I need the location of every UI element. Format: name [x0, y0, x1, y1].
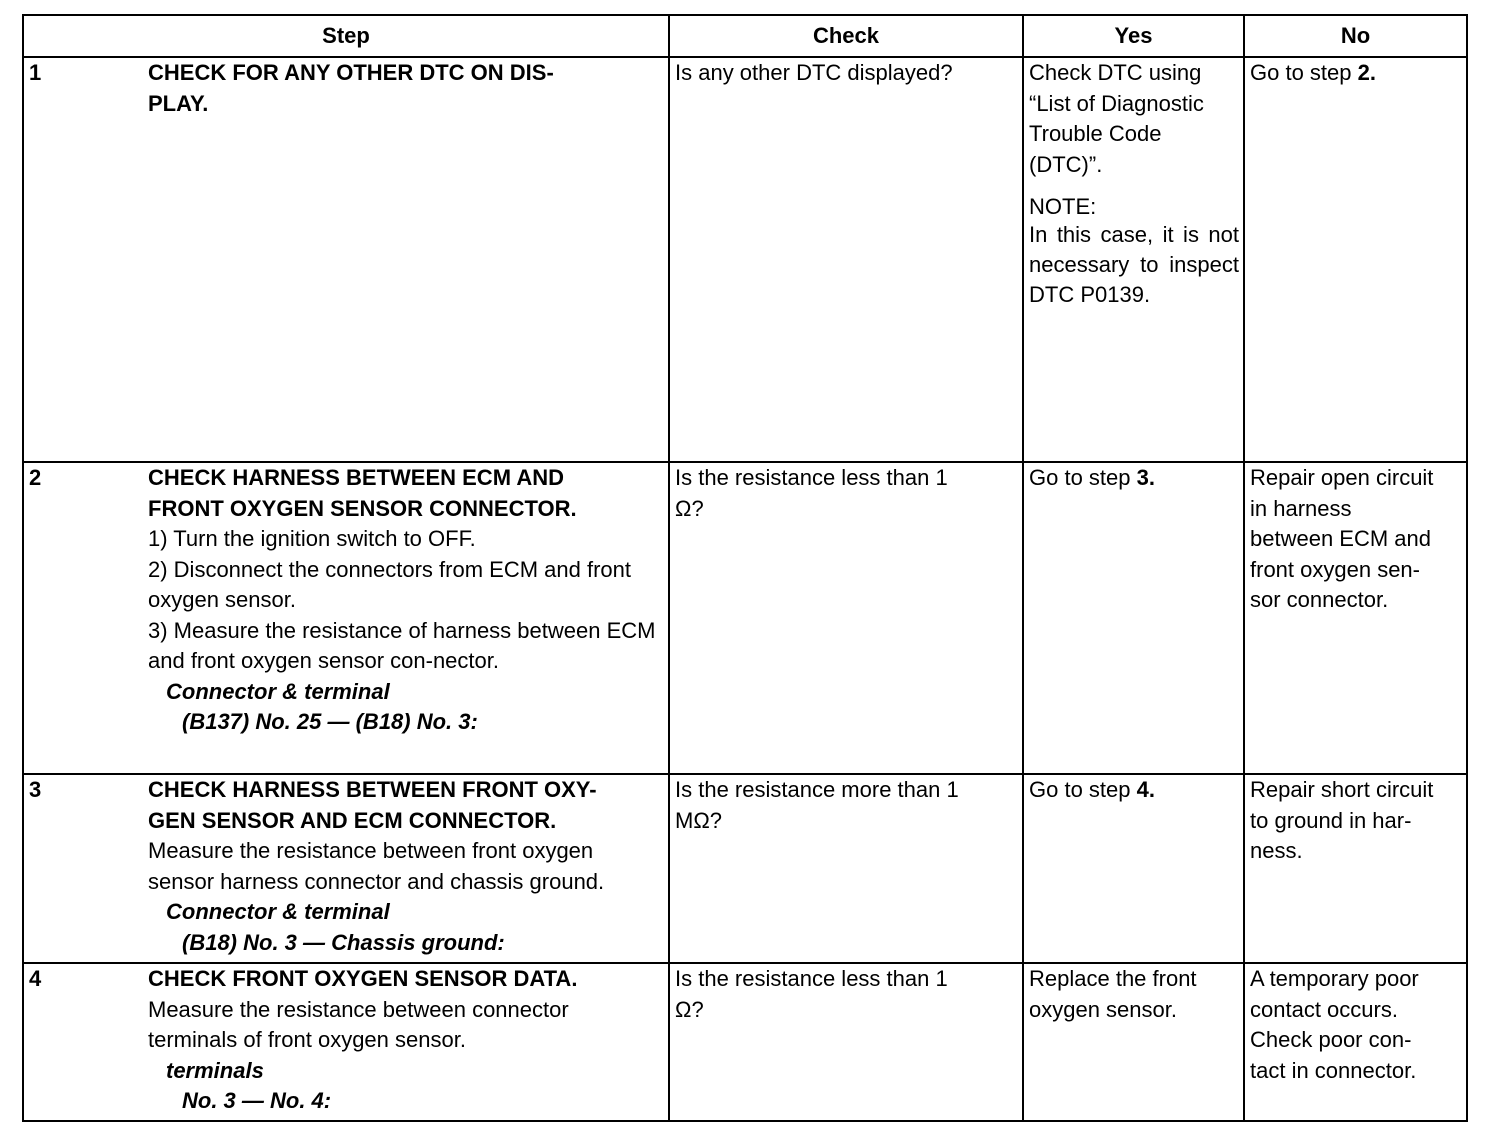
- step-title: GEN SENSOR AND ECM CONNECTOR.: [148, 807, 557, 833]
- note-text: In this case, it is not necessary to inspect DTC P0139.: [1029, 222, 1239, 307]
- step-cell: [23, 774, 669, 963]
- step-number: 1: [29, 60, 42, 85]
- connector-label: Connector & terminal: [166, 899, 390, 924]
- yes-cell: [1023, 462, 1244, 774]
- connector-label: Connector & terminal: [166, 678, 390, 704]
- step-number: 2: [29, 465, 42, 490]
- yes-text: Check DTC using: [1029, 60, 1202, 85]
- step-cell: [23, 57, 669, 462]
- connector-value: No. 3 — No. 4:: [182, 1088, 332, 1113]
- check-cell: [669, 462, 1023, 774]
- header-check: Check: [669, 15, 1023, 57]
- no-cell: [1244, 57, 1467, 462]
- header-step: Step: [23, 15, 669, 57]
- check-question: Is the resistance less than 1: [675, 966, 948, 991]
- no-text: A temporary poor: [1250, 966, 1419, 991]
- no-cell: [1244, 774, 1467, 963]
- step-title: FRONT OXYGEN SENSOR CONNECTOR.: [148, 495, 577, 521]
- header-no: No: [1244, 15, 1467, 57]
- check-question: Is the resistance less than 1: [675, 465, 948, 490]
- yes-cell: [1023, 963, 1244, 1121]
- no-step-ref: 2.: [1357, 60, 1376, 85]
- yes-cell: [1023, 57, 1244, 462]
- step-title: CHECK FOR ANY OTHER DTC ON DIS-: [148, 60, 554, 85]
- yes-text: “List of Diagnostic: [1029, 90, 1204, 116]
- no-text: Repair short circuit: [1250, 777, 1434, 802]
- note-label: NOTE:: [1029, 194, 1097, 219]
- no-text: sor connector.: [1250, 587, 1389, 612]
- yes-text: Replace the front: [1029, 966, 1197, 991]
- header-row: [23, 15, 1467, 57]
- connector-label: terminals: [166, 1057, 264, 1083]
- no-text: in harness: [1250, 495, 1352, 521]
- table-row: [23, 963, 1467, 1121]
- no-text: ness.: [1250, 838, 1303, 863]
- check-question: MΩ?: [675, 807, 723, 833]
- step-number: 3: [29, 777, 42, 802]
- table-row: [23, 462, 1467, 774]
- header-yes: Yes: [1023, 15, 1244, 57]
- step-title: CHECK HARNESS BETWEEN ECM AND: [148, 465, 564, 490]
- yes-text: oxygen sensor.: [1029, 996, 1177, 1022]
- step-title: PLAY.: [148, 90, 209, 116]
- check-question: Is any other DTC displayed?: [675, 60, 953, 85]
- check-question: Ω?: [675, 495, 704, 521]
- step-cell: [23, 963, 669, 1121]
- check-question: Is the resistance more than 1: [675, 777, 959, 802]
- table-row: [23, 774, 1467, 963]
- procedure-step: 2) Disconnect the connectors from ECM and front oxygen sensor.: [148, 556, 631, 612]
- yes-cell: [1023, 774, 1244, 963]
- no-text: contact occurs.: [1250, 996, 1398, 1022]
- yes-text: Go to step: [1029, 465, 1137, 490]
- step-number: 4: [29, 966, 42, 991]
- check-cell: [669, 774, 1023, 963]
- check-question: Ω?: [675, 996, 704, 1022]
- procedure-step: 1) Turn the ignition switch to OFF.: [148, 526, 476, 551]
- procedure-step: 3) Measure the resistance of harness between ECM and front oxygen sensor con-nector.: [148, 617, 656, 673]
- step-title: CHECK HARNESS BETWEEN FRONT OXY-: [148, 777, 597, 802]
- procedure-text: Measure the resistance between front oxygen: [148, 838, 594, 863]
- procedure-text: sensor harness connector and chassis ground.: [148, 868, 605, 894]
- no-text: front oxygen sen-: [1250, 556, 1420, 582]
- no-text: Go to step: [1250, 60, 1358, 85]
- table-row: [23, 57, 1467, 462]
- procedure-text: terminals of front oxygen sensor.: [148, 1027, 466, 1052]
- step-cell: [23, 462, 669, 774]
- no-cell: [1244, 963, 1467, 1121]
- procedure-text: Measure the resistance between connector: [148, 996, 569, 1022]
- yes-step-ref: 3.: [1136, 465, 1155, 490]
- yes-text: (DTC)”.: [1029, 151, 1103, 177]
- no-text: to ground in har-: [1250, 807, 1412, 833]
- yes-text: Go to step: [1029, 777, 1137, 802]
- no-text: Repair open circuit: [1250, 465, 1434, 490]
- no-cell: [1244, 462, 1467, 774]
- yes-text: Trouble Code: [1029, 121, 1162, 146]
- check-cell: [669, 57, 1023, 462]
- connector-value: (B137) No. 25 — (B18) No. 3:: [182, 709, 478, 734]
- step-title: CHECK FRONT OXYGEN SENSOR DATA.: [148, 966, 578, 991]
- no-text: Check poor con-: [1250, 1027, 1412, 1052]
- diagnostic-table: [22, 14, 1468, 1122]
- check-cell: [669, 963, 1023, 1121]
- yes-step-ref: 4.: [1136, 777, 1155, 802]
- connector-value: (B18) No. 3 — Chassis ground:: [182, 929, 505, 955]
- no-text: tact in connector.: [1250, 1057, 1417, 1083]
- no-text: between ECM and: [1250, 526, 1431, 551]
